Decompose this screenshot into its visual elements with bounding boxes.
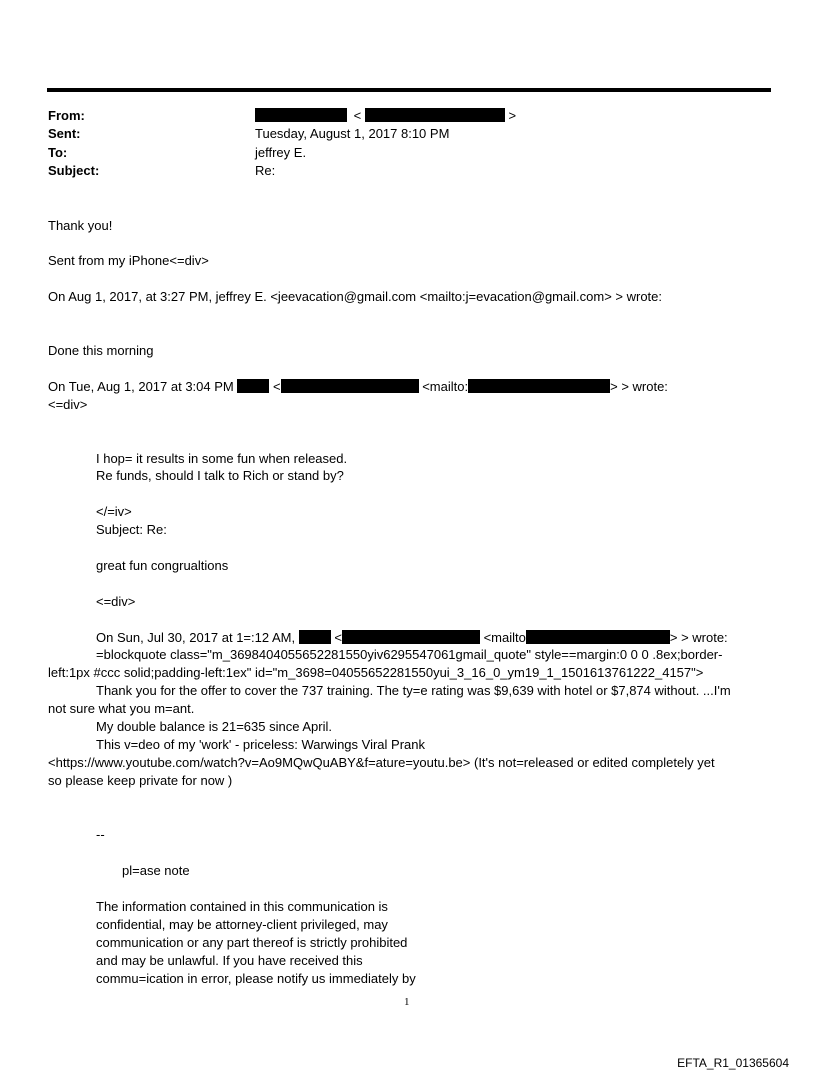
to-value: jeffrey E.	[255, 145, 307, 160]
thank-you-text: Thank you!	[48, 218, 113, 233]
redaction-block	[299, 630, 331, 644]
redaction-block	[281, 379, 419, 393]
reply-header-tue-suffix: > > wrote:	[610, 379, 668, 394]
from-gt: >	[508, 108, 517, 123]
redaction-block	[365, 108, 505, 122]
reply-header-tue	[48, 378, 668, 395]
redaction-block	[237, 379, 269, 393]
redaction-block	[255, 108, 347, 122]
to-label: To:	[48, 145, 68, 160]
reply-header-sun-mailto: <mailto	[483, 630, 526, 645]
confidentiality-line-2: confidential, may be attorney-client privileged, may	[96, 917, 388, 932]
redaction-block	[526, 630, 670, 644]
confidentiality-line-5: commu=ication in error, please notify us immediately by	[96, 971, 416, 986]
reply-header-sun-prefix: On Sun, Jul 30, 2017 at 1=:12 AM,	[96, 630, 296, 645]
subject-re-text: Subject: Re:	[96, 522, 167, 537]
subject-value: Re:	[255, 163, 276, 178]
header-top-rule	[47, 88, 771, 92]
sent-label: Sent:	[48, 126, 81, 141]
blockquote-line-2: left:1px #ccc solid;padding-left:1ex" id="m_3698=04055652281550yui_3_16_0_ym19_1_1501613761222_4157">	[48, 665, 704, 680]
sent-from-text: Sent from my iPhone<=div>	[48, 253, 209, 268]
reply-header-aug: On Aug 1, 2017, at 3:27 PM, jeffrey E. <jeevacation@gmail.com <mailto:j=evacation@gmail.com> > wrote:	[48, 289, 662, 304]
confidentiality-line-4: and may be unlawful. If you have received this	[96, 953, 363, 968]
great-fun-text: great fun congrualtions	[96, 558, 229, 573]
reply-header-tue-prefix: On Tue, Aug 1, 2017 at 3:04 PM	[48, 379, 234, 394]
training-line-2: not sure what you m=ant.	[48, 701, 195, 716]
sent-value: Tuesday, August 1, 2017 8:10 PM	[255, 126, 450, 141]
video-line-1: This v=deo of my 'work' - priceless: Warwings Viral Prank	[96, 737, 425, 752]
video-line-3: so please keep private for now )	[48, 773, 233, 788]
div-tag-text: <=div>	[48, 397, 88, 412]
done-text: Done this morning	[48, 343, 154, 358]
confidentiality-line-3: communication or any part thereof is strictly prohibited	[96, 935, 408, 950]
from-value	[255, 107, 516, 125]
from-lt: <	[353, 108, 362, 123]
from-label: From:	[48, 108, 85, 123]
please-note-text: pl=ase note	[122, 863, 190, 878]
subject-label: Subject:	[48, 163, 100, 178]
page-number: 1	[404, 996, 410, 1008]
blockquote-line-1: =blockquote class="m_3698404055652281550yiv6295547061gmail_quote" style==margin:0 0 0 .8ex;border-	[96, 647, 723, 662]
confidentiality-line-1: The information contained in this communication is	[96, 899, 388, 914]
redaction-block	[468, 379, 610, 393]
reply-header-sun-suffix: > > wrote:	[669, 630, 728, 645]
reply-header-tue-lt: <	[273, 379, 281, 394]
double-balance-text: My double balance is 21=635 since April.	[96, 719, 332, 734]
hope-text: I hop= it results in some fun when released.	[96, 451, 348, 466]
reply-header-sun	[96, 629, 728, 646]
reply-header-sun-lt: <	[334, 630, 342, 645]
document-id: EFTA_R1_01365604	[677, 1056, 789, 1070]
funds-text: Re funds, should I talk to Rich or stand by?	[96, 468, 344, 483]
close-div-text: </=iv>	[96, 504, 132, 519]
signature-dashes: --	[96, 827, 105, 842]
reply-header-tue-mailto: <mailto:	[422, 379, 469, 394]
redaction-block	[342, 630, 480, 644]
training-line-1: Thank you for the offer to cover the 737 training. The ty=e rating was $9,639 with hotel or $7,874 without. ...I'm	[96, 683, 731, 698]
div-tag-text-2: <=div>	[96, 594, 136, 609]
video-line-2: <https://www.youtube.com/watch?v=Ao9MQwQuABY&f=ature=youtu.be> (It's not=released or edited completely yet	[48, 755, 715, 770]
